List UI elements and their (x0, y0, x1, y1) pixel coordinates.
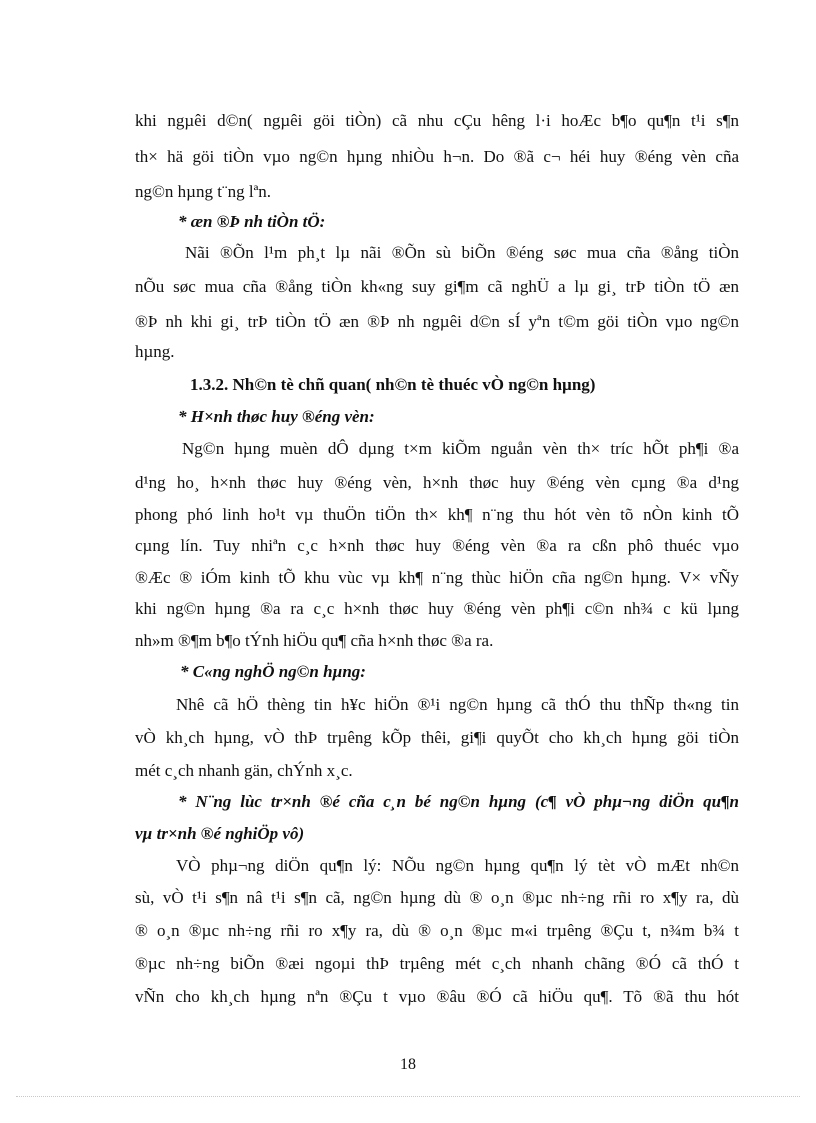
text-line: hµng. (135, 342, 175, 361)
text-line: th× hä göi tiÒn vµo ng©n hµng nhiÒu h¬n. Do ®ã c¬ héi huy ®éng vèn cña (135, 147, 739, 166)
paragraph-first-line: Nhê cã hÖ thèng tin h¥c hiÖn ®¹i ng©n hµng cã thÓ thu thÑp th«ng tin (176, 695, 739, 714)
section-heading: * H×nh thøc huy ®éng vèn: (178, 407, 375, 426)
section-heading: * C«ng nghÖ ng©n hµng: (180, 662, 366, 681)
text-line: ng©n hµng t¨ng lªn. (135, 182, 272, 201)
text-line: ®Æc ® iÓm kinh tÕ khu vùc vµ kh¶ n¨ng thùc hiÖn cña ng©n hµng. V× vÑy (135, 568, 739, 587)
subsection-heading: 1.3.2. Nh©n tè chñ quan( nh©n tè thuéc vÒ ng©n hµng) (190, 375, 596, 394)
text-line: ®µc nh÷ng biÕn ®æi ngoµi thÞ trµêng mét c¸ch nhanh chãng ®Ó cã thÓ t (135, 954, 739, 973)
paragraph-first-line: Ng©n hµng muèn dÔ dµng t×m kiÕm nguån vèn th× tríc hÕt ph¶i ®a (182, 439, 739, 458)
text-line: ® o¸n ®µc nh÷ng rñi ro x¶y ra, dù ® o¸n ®µc m«i trµêng ®Çu t, n¾m b¾ t (135, 921, 739, 940)
text-line: nÕu søc mua cña ®ång tiÒn kh«ng suy gi¶m cã nghÜ a lµ gi¸ trÞ tiÒn tÖ æn (135, 277, 739, 296)
text-line: vÑn cho kh¸ch hµng nªn ®Çu t vµo ®âu ®Ó cã hiÖu qu¶. Tõ ®ã thu hót (135, 987, 739, 1006)
footer-divider (16, 1096, 800, 1097)
section-heading-continued: vµ tr×nh ®é nghiÖp vô) (135, 824, 305, 843)
text-line: nh»m ®¶m b¶o tÝnh hiÖu qu¶ cña h×nh thøc ®a ra. (135, 631, 494, 650)
page-number: 18 (400, 1056, 416, 1073)
section-heading: * æn ®Þ nh tiÒn tÖ: (178, 212, 326, 231)
text-line: phong phó linh ho¹t vµ thuÖn tiÖn th× kh¶ n¨ng thu hót vèn tõ nÒn kinh tÕ (135, 505, 739, 524)
text-line: mét c¸ch nhanh gän, chÝnh x¸c. (135, 761, 353, 780)
text-line: vÒ kh¸ch hµng, vÒ thÞ trµêng kÕp thêi, gi¶i quyÕt cho kh¸ch hµng göi tiÒn (135, 728, 739, 747)
text-line: cµng lín. Tuy nhiªn c¸c h×nh thøc huy ®éng vèn ®a ra cßn phô thuéc vµo (135, 536, 739, 555)
paragraph-first-line: Nãi ®Õn l¹m ph¸t lµ nãi ®Õn sù biÕn ®éng søc mua cña ®ång tiÒn (185, 243, 739, 262)
text-line: ®Þ nh khi gi¸ trÞ tiÒn tÖ æn ®Þ nh ngµêi d©n sÍ yªn t©m göi tiÒn vµo ng©n (135, 312, 739, 331)
text-line: d¹ng ho¸ h×nh thøc huy ®éng vèn, h×nh thøc huy ®éng vèn cµng ®a d¹ng (135, 473, 739, 492)
text-line: sù, vÒ t¹i s¶n nâ t¹i s¶n cã, ng©n hµng dù ® o¸n ®µc nh÷ng rñi ro x¶y ra, dù (135, 888, 739, 907)
text-line: khi ngµêi d©n( ngµêi göi tiÒn) cã nhu cÇu hêng l·i hoÆc b¶o qu¶n t¹i s¶n (135, 111, 739, 130)
section-heading: * N¨ng lùc tr×nh ®é cña c¸n bé ng©n hµng (c¶ vÒ phµ¬ng diÖn qu¶n (178, 792, 739, 811)
text-line: khi ng©n hµng ®a ra c¸c h×nh thøc huy ®éng vèn ph¶i c©n nh¾ c kü lµng (135, 599, 739, 618)
paragraph-first-line: VÒ phµ¬ng diÖn qu¶n lý: NÕu ng©n hµng qu¶n lý tèt vÒ mÆt nh©n (176, 856, 739, 875)
